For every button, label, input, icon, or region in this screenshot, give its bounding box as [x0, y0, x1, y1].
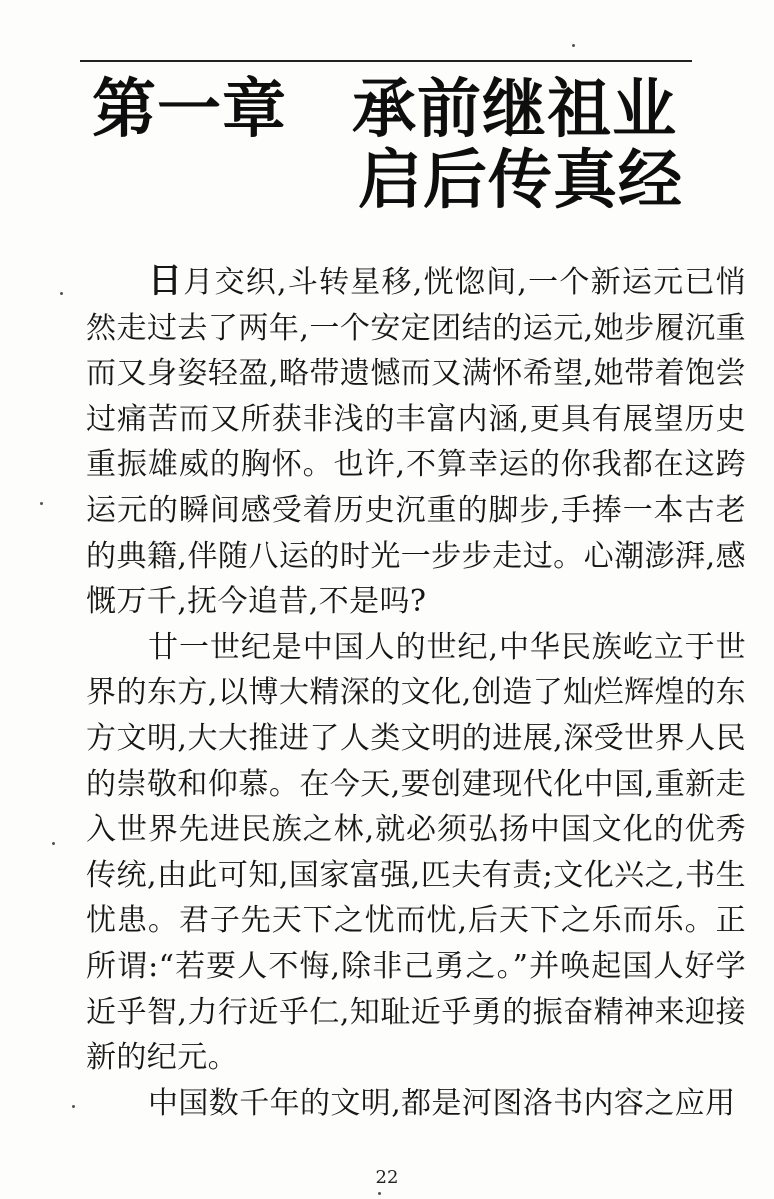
- header-rule: [80, 60, 692, 62]
- page-number: 22: [375, 1167, 399, 1188]
- scan-speck: [60, 292, 63, 295]
- scan-speck: [52, 842, 55, 845]
- paragraph-1-dropcap: 日: [148, 261, 184, 301]
- scan-speck: [378, 1192, 381, 1195]
- body-text: [86, 259, 746, 1126]
- paragraph-1-text: 月交织,斗转星移,恍惚间,一个新运元已悄然走过去了两年,一个安定团结的运元,她步履沉重而又身姿轻盈,略带遗憾而又满怀希望,她带着饱尝过痛苦而又所获非浅的丰富内涵,更具有展望历史重振雄威的胸怀。也许,不算幸运的你我都在这跨运元的瞬间感受着历史沉重的脚步,手捧一本古老的典籍,伴随八运的时光一步步走过。心潮澎湃,感慨万千,抚今追昔,不是吗?: [86, 265, 746, 620]
- paragraph-3: 中国数千年的文明,都是河图洛书内容之应用: [148, 1085, 736, 1121]
- scan-speck: [40, 502, 43, 505]
- chapter-title-line-1: 承前继祖业: [352, 73, 677, 147]
- paragraph-2: 廿一世纪是中国人的世纪,中华民族屹立于世界的东方,以博大精深的文化,创造了灿烂辉煌的东方文明,大大推进了人类文明的进展,深受世界人民的崇敬和仰慕。在今天,要创建现代化中国,重新走入世界先进民族之林,就必须弘扬中国文化的优秀传统,由此可知,国家富强,匹夫有责;文化兴之,书生忧患。君子先天下之忧而忧,后天下之乐而乐。正所谓:“若要人不悔,除非己勇之。”并唤起国人好学近乎智,力行近乎仁,知耻近乎勇的振奋精神来迎接新的纪元。: [86, 629, 746, 1076]
- scan-speck: [72, 1105, 75, 1108]
- scan-speck: [572, 44, 575, 47]
- chapter-label: 第一章: [92, 73, 287, 147]
- chapter-title-line-2: 启后传真经: [358, 144, 683, 218]
- paragraph-1: [86, 259, 746, 625]
